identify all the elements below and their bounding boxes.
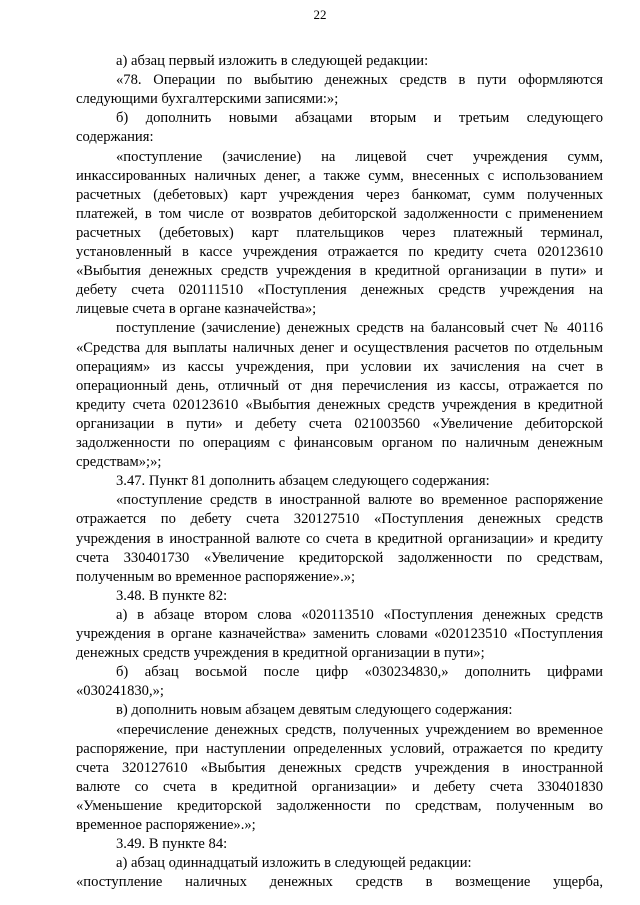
text-line: а) абзац первый изложить в следующей редакции: <box>116 53 429 69</box>
text-line: установленный в кассе учреждения отражается по кредиту счета 020123610 <box>76 244 603 260</box>
text-line: а) абзац одиннадцатый изложить в следующей редакции: <box>116 855 472 872</box>
text-line: б) дополнить новыми абзацами вторым и третьим следующего <box>116 110 603 127</box>
text-line: инкассированных наличных денег, а также сумм, внесенных с использованием <box>76 167 603 184</box>
text-line: счета 320127610 «Выбытия денежных средств учреждения в иностранной <box>76 759 603 776</box>
text-line: «поступление средств в иностранной валюте во временное распоряжение <box>116 492 603 509</box>
text-line: полученным во временное распоряжение».»; <box>76 568 356 585</box>
text-line: в) дополнить новым абзацем девятым следующего содержания: <box>116 702 513 719</box>
text-line: отражается по дебету счета 320127510 «Поступления денежных средств <box>76 511 603 528</box>
text-line: «поступление (зачисление) на лицевой счет учреждения сумм, <box>116 148 603 165</box>
text-line: лицевые счета в органе казначейства»; <box>76 301 317 318</box>
text-line: а) в абзаце втором слова «020113510 «Поступления денежных средств <box>116 606 603 623</box>
text-line: содержания: <box>76 129 154 146</box>
page-number: 22 <box>313 7 327 22</box>
text-line: «030241830,»; <box>76 683 164 700</box>
text-line: операциям» из кассы учреждения, при условии их зачисления на счет в <box>76 358 603 375</box>
text-line: следующими бухгалтерскими записями:»; <box>76 91 339 108</box>
text-line: распоряжение, при наступлении определенных условий, отражается по кредиту <box>76 740 603 757</box>
text-line: «перечисление денежных средств, полученных учреждением во временное <box>116 721 603 738</box>
text-line: учреждения в иностранной валюте со счета в кредитной организации» и кредиту <box>76 530 603 547</box>
text-line: расчетных (дебетовых) карт учреждения через банкомат, сумм полученных <box>76 186 603 203</box>
text-line: учреждения в органе казначейства» заменить словами «020123510 «Поступления <box>76 626 603 642</box>
text-line: «Выбытия денежных средств учреждения в кредитной организации в пути» и <box>76 263 603 280</box>
text-line: 3.49. В пункте 84: <box>116 836 228 853</box>
text-line: 3.47. Пункт 81 дополнить абзацем следующего содержания: <box>116 473 490 490</box>
text-line: задолженности по операциям с финансовым органом по наличным денежным <box>76 435 603 451</box>
text-line: «78. Операции по выбытию денежных средств в пути оформляются <box>116 72 603 89</box>
text-line: «Средства для выплаты наличных денег и осуществления расчетов по отдельным <box>76 339 603 356</box>
text-line: б) абзац восьмой после цифр «030234830,» дополнить цифрами <box>116 664 603 681</box>
text-line: временное распоряжение».»; <box>76 817 256 833</box>
text-line: «поступление наличных денежных средств в возмещение ущерба, <box>76 874 603 891</box>
text-line: средствам»;»; <box>76 454 162 471</box>
text-line: «Уменьшение кредиторской задолженности по средствам, полученным во <box>76 797 603 814</box>
text-line: кредиту счета 020123610 «Выбытия денежных средств учреждения в кредитной <box>76 396 603 413</box>
text-line: операционный день, отличный от дня перечисления из кассы, отражается по <box>76 377 603 394</box>
text-line: валюте со счета в кредитной организации» и дебету счета 330401830 <box>76 778 603 795</box>
text-line: денежных средств учреждения в кредитной организации в пути»; <box>76 645 485 662</box>
text-line: расчетных (дебетовых) карт плательщиков через платежный терминал, <box>76 224 603 241</box>
text-line: платежей, в том числе от возвратов дебиторской задолженности с применением <box>76 205 603 222</box>
text-line: поступление (зачисление) денежных средств на балансовый счет № 40116 <box>116 320 603 337</box>
text-line: счета 330401730 «Увеличение кредиторской задолженности по средствам, <box>76 549 603 566</box>
text-line: организации в пути» и дебету счета 021003560 «Увеличение дебиторской <box>76 415 603 432</box>
text-line: 3.48. В пункте 82: <box>116 587 228 604</box>
text-line: дебету счета 020111510 «Поступления денежных средств учреждения на <box>76 282 603 299</box>
